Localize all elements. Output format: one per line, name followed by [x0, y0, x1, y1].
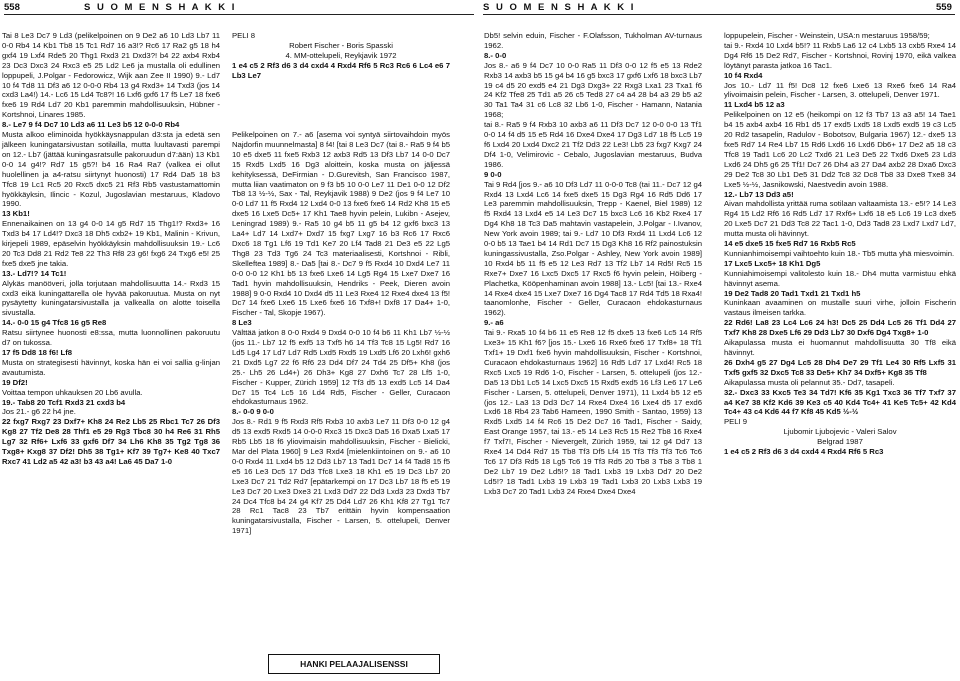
paragraph: Belgrad 1987 — [817, 437, 863, 447]
paragraph: PELI 9 — [724, 417, 748, 427]
paragraph: Pelikelpoinen on 7.- a6 [asema voi syntyä siirtovaihdoin myös Najdorfin muunnelmasta] 8 f4! [tai 8 Le3 Dc7 (tai 8.- Ra5 9 f4 b5 10 e5 dxe5 11 fxe5 Rxb3 12 axb3 Rd5 13 Df3 Lb7 14 0-0 Dc7 15 Rxd5 Lxd5 16 Dg3 aloittein, koska musta on jäljessä kehityksessä, DeFirmian - D.Gurevitsh, San Francisco 1987, mutta liian vaatimaton on 9 f3 b5 10 0-0 Le7 11 De1 0-0 12 Df2 Tb8 13 ½-½, Sax - Tal, Reykjavik 1988) 9 De2 (jos 9 f4 Le7 10 0-0 Ld7 11 f5 Rxd4 12 Lxd4 0-0 13 fxe6 fxe6 14 Rd2 Kh8 15 e5 dxe5 16 Lxe5 Dc5+ 17 Kh1 Tae8 hyvin pelein, Lukibn - Asejev, Leningrad 1989) 9.- Ra5 10 g4 b5 11 g5 b4 12 gxf6 bxc3 13 La4+ Ld7 14 Lxd7+ Dxd7 15 fxg7 Lxg7 16 b3 Rc6 17 Rxc6 Dxc6 18 Tg1 Lf6 19 Td1 Ke7 20 Lf4 Tad8 21 De3 e5 22 Lg5 Thg8 23 Td3 Tg6 24 Tc3 materiaalisesti, Kortshnoi - Ribli, Skelleftea 1989] 8.- Da5 [tai 8.- Dc7 9 f5 Rxd4 10 Dxd4 Le7 11 0-0 0-0 12 Kh1 b5 13 fxe6 Lxe6 14 Lg5 Rg4 15 Lxe7 Dxe7 16 Tad1 hyvin mahdollisuuksin, Hendriks - Peek, Dieren avoin 1988] 9 0-0 Rxd4 10 Dxd4 d5 11 Le3 Rxe4 12 Rxe4 dxe4 13 f5! Dc7 14 fxe6 Lxe6 15 Lxe6 fxe6 16 Txf8+! Dxf8 17 Da4+ 1-0, Fischer - Tal, Skopje 1967). — [232, 130, 453, 318]
text-column-2 — [232, 130, 453, 648]
move-sequence: 32.- Dxc3 33 Kxc5 Te3 34 Td7! Kf6 35 Kg1 Txc3 36 Tf7 Txf7 37 a4 Ke7 38 Kf2 Kd6 39 Ke3 c5 40 Kd4 Tc4+ 41 Ke5 Tc5+ 42 Kd4 Tc4+ 43 c4 Kd6 44 f7 Kf8 45 Kd5 ½-½ — [724, 387, 959, 417]
move-sequence: 8.- Le7 9 f4 Dc7 10 Ld3 a6 11 Le3 b5 12 0-0-0 Rb4 — [2, 120, 180, 130]
move-sequence: 17 f5 Dd8 18 f6! Lf8 — [2, 348, 73, 357]
page-number-left: 558 — [4, 2, 20, 13]
paragraph: Alykäs manööveri, jolla torjutaan mahdollisuutta 14.- Rxd3 15 cxd3 eikä kuningattarella ole hyvää pakoruutua. Musta on nyt pysäytetty kuningatarsivustalla ja valkealla on alotte toisella sivustalla. — [2, 278, 223, 318]
paragraph: Ennenaikainen on 13 g4 0-0 14 g5 Rd7 15 Thg1!? Rxd3+ 16 Txd3 b4 17 Ld4!? Dxc3 18 Dh5 cxb2+ 19 Kb1, Malinin - Krivun, kirjepeli 1989, epäselvin hyökkäyksin mahdollisuuksin 19.- Lc6 20 Tc3 Dd8 21 Rd2 Te8 22 Th3 Rf8 23 g6! fxg6 24 Txg6 e5! 25 fxe5 dxe5 jne takia. — [2, 219, 223, 268]
paragraph: tai 8.- Ra5 9 f4 Rxb3 10 axb3 a6 11 Df3 Dc7 12 0-0 0-0 13 Tf1 0-0 14 f4 d5 15 e5 Rd4 16 Dxe4 Dxe4 17 Dg3 Ld7 18 f5 Lc5 19 f6 Lxd4 20 Lxd4 Dxc2 21 Tf2 Dd3 22 Le3! Lb5 23 fxg7 Kxg7 24 Df4 1-0, Velimirovic - Cebalo, Jugoslavian mestaruus, Budva 1986. — [484, 120, 705, 169]
paragraph: Aikapulassa musta oli pelannut 35.- Dd7, tasapeli. — [724, 377, 895, 387]
paragraph: Robert Fischer - Boris Spasski — [289, 40, 393, 50]
header-rule-right — [483, 14, 955, 15]
paragraph: Db5! selvin eduin, Fischer - F.Olafsson, Tukholman AV-turnaus 1962. — [484, 31, 705, 50]
paragraph: Jos 8.- Rd1 9 f5 Rxd3 Rf5 Rxb3 10 axb3 Le7 11 Df3 0-0 12 g4 d5 13 exd5 Rxd5 14 0-0-0 Rxc3 15 Dxc3 Da5 16 Dxa5 Lxa5 17 Rb5 Lb5 18 f6 yliovimaisin mahdollisuuksin, Fischer - Bielicki, Mar del Plata 1960] 9 Le3 Rxd4 [mielenkiintoinen on 9.- a6 10 0-0 Rxd4 11 Lxd4 b5 12 Dd3 Lb7 13 Tad1 Dc7 14 f4 Tad8 15 f5 e5 16 Le3 Dc5 17 Dd3 Tfc8 Lxe3 18 Kh1 e5 19 Dc3 Lb7 20 Lxe3 Dc7 21 Td2 Rd7 [epätarkempi on 17 Dc3 Lb7 18 f5 e5 19 Le3 Dc7 20 Lxe3 Dxe3 21 Lxd3 Dd7 22 Dd3 Lxd3 23 Dxd3 Tb7 24 Dc4 Tfc8 b4 24 g4 Kf7 25 Dd4 Ld7 26 Kh1 Kf8 27 Tg1 Tc7 28 Rc1 Tac8 23 Tb7 erittäin hyvin kompensaation kuningatarsivustalla, Fischer - Larsen, 5. ottelupeli, Denver 1971] — [232, 417, 453, 536]
paragraph: Aikapulassa musta ei huomannut mahdollisuutta 30 Tf8 eikä hävinnyt. — [724, 338, 959, 357]
player-license-banner — [268, 654, 440, 674]
page-number-right: 559 — [936, 2, 952, 13]
paragraph: Tai 9 Rd4 [jos 9.- a6 10 Df3 Ld7 11 0-0-0 Tc8 (tai 11.- Dc7 12 g4 Rxd4 13 Lxd4 Lc6 14 fxe5 dxe5 15 Dg3 Rg4 16 Rd5 Dd6 17 Le3 paremmin mahdollisuuksin, Trepp - Kaenel, Biel 1989) 12 f5 Rxd4 13 Lxd4 e5 14 Le3 Dc7 15 bxc3 Lc6 16 Kb2 Rxe4 17 Dg4 Kh8 18 Tc3 Da5 mahtavin vastapelein, J.Polgar - I.Ivanov, New York avoin 1989; tai 9.- Ld7 10 Df3 Rxd4 11 Lxd4 Lc6 12 0-0 b5 13 Tae1 b4 14 Rd1 Dc7 15 Dg3 Kh8 16 Rf2 painostuksin kuningassivustalla, Zso.Polgar - Ashley, New York avoin 1989] 10 Rxd4 b5 11 f5 e5 12 Le3 Rd7 13 Tf2 Lb7 14 Rd5! Rc5 15 Rxe7+ Dxe7 16 Lxc5 Dxc5 17 Rxc5 f6 hyvin pelein, Höiberg - Plachetka, Kööpenhaminan avoin 1988] 13.- Lc5! [tai 13.- Rxe4 14 Rxe4 dxe4 15 Lxe7 Dxe7 16 Dg4 Tac8 17 Rd4 Td5 18 Rxa4! taanomlonhe, Fischer - Geller, Curacaon ehdokasturnaus 1962). — [484, 179, 705, 318]
move-sequence: 22 Rd6! La8 23 Lc4 Lc6 24 h3! Dc5 25 Dd4 Lc5 26 Tf1 Dd4 27 Txf7 Kh8 28 Dxe5 Lf6 29 Dd3 Lb7 30 Dxf6 Dg4 Txg8+ 1-0 — [724, 318, 959, 338]
game-8-header — [232, 31, 453, 131]
paragraph: 4. MM-ottelupeli, Reykjavik 1972 — [285, 50, 397, 60]
journal-title-right: S U O M E N S H A K K I — [483, 2, 636, 13]
move-sequence: 14 e5 dxe5 15 fxe5 Rd7 16 Rxb5 Rc5 — [724, 239, 856, 249]
text-column-4 — [724, 31, 959, 676]
move-sequence: 17 Lxc5 Lxc5+ 18 Kh1 Dg5 — [724, 258, 821, 268]
move-sequence: 8.- 0-0 9 0-0 — [232, 407, 274, 417]
paragraph: Jos 21.- g6 22 h4 jne. — [2, 407, 76, 417]
paragraph: Ljubomir Ljubojevic - Valeri Salov — [783, 427, 897, 437]
paragraph: Kunnianhimoisempi vaihtoehto kuin 18.- Tb5 mutta yhä miesvoimin. — [724, 248, 955, 258]
move-sequence: 1 e4 c5 2 Rf3 d6 3 d4 cxd4 4 Rxd4 Rf6 5 Rc3 — [724, 447, 884, 457]
move-sequence: 13 Kb1! — [2, 209, 30, 219]
move-sequence: 19 Df2! — [2, 377, 28, 387]
paragraph: Tai 9.- Rxa5 10 f4 b6 11 e5 Re8 12 f5 dxe5 13 fxe6 Lc5 14 Rf5 Lxe3+ 15 Kh1 f6? [jos 15.- Lxe6 16 Rxe6 fxe6 17 Txf8+ 18 Tf1 Txf1+ 19 Dxf1 fxe6 hyvin mahdollisuuksin, Fischer - Kortshnoi, Curacaon ehdokasturnaus 1962] 16 Rd5 Ld7 17 Lxd4! Rc5 18 Rxc5 Lxc5 19 Rd6 1-0, Fischer - Larsen, 5. ottelupeli (jos 12.- Da5 13 Db1 Lc5 14 Lxc5 Dxc5 15 Rxd5 exd5 16 Lf3 Le6 17 Le6 Fischer - Larsen, 5. ottelupeli, Denver 1971), 11 Lxd4 b5 12 e5 (jos 12.- La3 13 Dd3 Dc7 14 Rxe4 Dxe4 16 Lxe4 d5 17 exd6 Lxd6 18 Rb4 23 Tab6 Hameen, 1990 Smith - Santao, 1959) 13 Rxd5 Lxd5 14 f4 Rc6 15 De2 Dc7 16 Tad1, Fischer - Saidy, East Orange 1957, tai 13.- e5 14 Le3 Rc5 15 Re2 Tb8 16 Rxe4 f7 Txf7!, Fischer - Nievergelt, Zürich 1959, tai 12 g4 Dd7 13 Rxe4 14 Dd4 Rd7 15 Tb8 Tf3 Df5 Lf4 15 Tf3 Tf3 Tf3 Tc6 Tc6 Tc6 17 Df3 Rd5 18 Lg5 Tc6 19 Tf3 Rd5 20 Tb8 3 Tb8 3 Tb8 1 De2 Lb7 19 De2 Ld5!? 18 Tad1 Lxb3 19 Lxb3 Dd7 20 De2 Ld5!? 18 Tad1 Lxb3 19 Lxb3 19 Tad1 Lxb3 20 Lxb3 Lxb3 19 Lxb3 Dc7 20 Tad1 Lxb3 24 Rxe4 Dxe4 Dxe4 — [484, 328, 705, 496]
paragraph: loppupelein, Fischer - Weinstein, USA:n mestaruus 1958/59; — [724, 31, 930, 40]
move-sequence: 13.- Ld7!? 14 Tc1! — [2, 268, 67, 278]
paragraph: Aivan mahdollista yrittää ruma sotilaan valtaamista 13.- e5!? 14 Le3 Rg4 15 Ld2 Rf6 16 Rd5 Ld7 17 Rxf6+ Lxf6 18 e5 Lc6 19 Lc3 dxe5 20 Lxe5 Dc7 21 Dd3 Tc8 22 Tac1 1-0, Dd3 Tad8 23 Lxd7 Lxd7 Ld7, mutta musta oli hävinnyt. — [724, 199, 959, 239]
move-sequence: 9 0-0 — [484, 169, 502, 179]
paragraph: Jos 8.- a6 9 f4 Dc7 10 0-0 Ra5 11 Df3 0-0 12 f5 e5 13 Rde2 Rxb3 14 axb3 b5 15 g4 b4 16 g5 bxc3 17 gxf6 Lxf6 18 bxc3 Lb7 19 c4 d5 20 exd5 e4 21 Dg3 Dxg3+ 22 Rxg3 Lxa1 23 Txa1 f6 24 Kf2 Tfe8 25 Td1 a5 26 c5 Ted8 27 c4 a4 28 b4 a3 29 b5 a2 30 Ta1 Ta4 31 c6 Lc8 32 Lb6 1-0, Fischer - Hamann, Natania 1968; — [484, 60, 705, 120]
move-sequence: 19.- Tab8 20 Tcf1 Rxd3 21 cxd3 b4 — [2, 397, 126, 407]
move-sequence: 14.- 0-0 15 g4 Tfc8 16 g5 Re8 — [2, 318, 107, 328]
paragraph: PELI 8 — [232, 31, 256, 40]
paragraph: Kuninkaan avaaminen on mustalle suuri virhe, jolloin Fischerin vastaus ilmeisen tarkka. — [724, 298, 959, 318]
text-column-3 — [484, 31, 705, 676]
journal-title-left: S U O M E N S H A K K I — [84, 2, 237, 13]
move-sequence: 9.- a6 — [484, 318, 504, 328]
move-sequence: 26 Dxh4 g5 27 Dg4 Lc5 28 Dh4 De7 29 Tf1 Le4 30 Rf5 Lxf5 31 Txf5 gxf5 32 Dxc5 Tc8 33 De5+ Kh7 34 Dxf5+ Kg8 35 Tf8 — [724, 357, 959, 377]
paragraph: Tai 8 Le3 Dc7 9 Ld3 (pelikelpoinen on 9 De2 a6 10 Ld3 Lb7 11 0-0 Rb4 14 Kb1 Tb8 15 Tc1 Rd7 16 a3!? Rc6 17 Ra2 g5 18 h4 gxf4 19 Lxf4 Rde5 20 Thg1 Rxd3 21 Dxd3?! b4 22 axb4 Rxb4 23 Dc3 Dxc3 24 Rxc3 e5 25 Ld2 Le6 ja mustalla oli edullinen loppupeli, J.Polgar - Fedorowicz, Wijk aan Zee II 1990) 9.- Ld7 10 f4 Td8 11 Df3 a6 12 0-0-0 Rb4 13 g4 Rxd3+ 14 Txd3 (jos 14 cxd3 La4!) 14.- Lc6 15 Ld4 Tc8?! 16 Lxf6 gxf6 17 f5 Le7 18 fxe6 fxe6 19 Rd4 Ld7 20 Kb1 paremmin mahdollisuuksin, Hübner - Kortshnoi, Linares 1985. — [2, 31, 223, 120]
move-sequence: 22 fxg7 Rxg7 23 Dxf7+ Kh8 24 Re2 Lb5 25 Rbc1 Tc7 26 Df3 Kg8 27 Tf2 De8 28 Thf1 e5 29 Rg3 Tbc8 30 h4 Re6 31 Rh5 Lg7 32 Rf6+ Lxf6 33 gxf6 Df7 34 Lh6 Kh8 35 Tg2 Tg8 36 Txg8+ Kxg8 37 Df2! Dh5 38 Tg1+ Kf7 39 Tg7+ Ke8 40 Txc7 Rxc7 41 Ld2 a5 42 a3! b3 43 a4! La6 45 Da7 1-0 — [2, 417, 223, 466]
move-sequence: 19 De2 Tad8 20 Tad1 Txd1 21 Txd1 h5 — [724, 288, 861, 298]
paragraph: Jos 10.- Ld7 11 f5! Dc8 12 fxe6 Lxe6 13 Rxe6 fxe6 14 Ra4 ylivoimaisin pelein, Fischer - Larsen, 3. ottelupeli, Denver 1971. — [724, 80, 959, 100]
paragraph: Musta alkoo eliminoida hyökkäysnappulan d3:sta ja edetä sen jälkeen kuningatarsivustan sotilailla, mutta luultavasti parempi on 12.- Lb7 (jättää kuningasratsulle pakoruudun d7:ään) 13 Kb1 0-0 14 g4!? Rd7 15 g5?! b4 16 Ra4 Ra7 (valkea ei ollut huolellinen ja a4-ratsu siirtynyt huonosti) 17 Rd4 Da5 18 b3 Tfc8 19 Lc1 Rc5 20 Rxc5 dxc5 21 Rf3 Rb5 vastustamattomin hyökkäyksin, Ilincic - Kozul, Jugoslavian mestaruus, Kladovo 1990. — [2, 130, 223, 209]
header-rule-left — [4, 14, 474, 15]
move-sequence: 1 e4 c5 2 Rf3 d6 3 d4 cxd4 4 Rxd4 Rf6 5 Rc3 Rc6 6 Lc4 e6 7 Lb3 Le7 — [232, 60, 453, 80]
paragraph: Musta on strategisesti hävinnyt, koska hän ei voi sallia g-linjan avautumista. — [2, 357, 223, 377]
paragraph: Kunniahimoisempi valitolesto kuin 18.- Dh4 mutta varmistuu ehkä hävinnyt asema. — [724, 268, 959, 288]
move-sequence: 8.- 0-0 — [484, 50, 507, 60]
paragraph: Ratsu siirtynee huonosti e8:ssa, mutta luonnollinen pakoruutu d7 on tukossa. — [2, 328, 223, 348]
move-sequence: 8 Le3 — [232, 318, 252, 328]
move-sequence: 12.- Lb7 13 Dd3 a5! — [724, 189, 794, 199]
paragraph: Pelikelpoinen on 12 e5 (heikompi on 12 f3 Tb7 13 a3 a5! 14 Tae1 b4 15 axb4 axb4 16 Rb1 d5 17 exd5 Lxd5 18 Lxd5 exd5 19 c3 Lc5 20 Rd2 tasapelin, Radulov - Bobotsov, Bulgaria 1967) 12.- dxe5 13 fxe5 Rd7 14 Re4 Lb7 15 Rd6 Lxd6 16 Lxd6 Db6+ 17 De2 a5 18 c3 Tfc8 19 Tad1 Lc6 20 Lc2 Txd6 21 Le3 De5 22 Txd6 Dxe5 23 Ld3 Lxd6 24 Dh5 g6 25 Tf1! Dc7 26 Dh4 a3 27 Da4 axb2 28 Dxa6 Dxc3 29 De2 Tc8 30 Lb1 De5 31 Dd2 Tc8 32 Dc8 Tb8 33 Dxe8 Txe8 34 Lxe5 ½-½, Jasnikowski, Naestvedin avoin 1988. — [724, 110, 959, 189]
paragraph: Voittaa tempon uhkauksen 20 Lb6 avulla. — [2, 387, 143, 397]
paragraph: Välttää jatkon 8 0-0 Rxd4 9 Dxd4 0-0 10 f4 b6 11 Kh1 Lb7 ½-½ (jos 11.- Lb7 12 f5 exf5 13 Txf5 h6 14 Tf3 Tc8 15 Lg5! Rd7 16 Ld5 Lg4 17 Ld7 Ld7 Rd5 Lxd5 Rxd5 19 Lxd5 Lf6 20 Lxh6! gxh6 21 Dxd5 Lg7 22 f6 Rf6 23 Dd4 Df7 24 Td4 25 Df5+ Kh8 (jos 25.- Lh5 26 Ld4+) 26 Dh3+ Kg8 27 Dxh6 Tc7 28 Lf5 1-0, Fischer - Kupper, Zürich 1959] 12 Tf3 d5 13 exd5 Lc5 14 Da4 Dc7 15 Tc4 Lc5 16 Ld4 Rd5, Fischer - Geller, Curacaon ehdokasturnaus 1962. — [232, 328, 453, 407]
text-column-1 — [2, 31, 223, 649]
move-sequence: 11 Lxd4 b5 12 a3 — [724, 100, 785, 110]
paragraph: tai 9.- Rxd4 10 Lxd4 b5!? 11 Rxb5 La6 12 c4 Lxb5 13 cxb5 Rxe4 14 Dg4 Rf6 15 De2 Rd7, Fischer - Kortshnoi, Rovinj 1970, eikä valkea löytänyt parasta jatkoa 16 Tac1. — [724, 40, 959, 70]
move-sequence: 10 f4 Rxd4 — [724, 70, 763, 80]
banner-text: HANKI PELAAJALISENSSI — [300, 659, 408, 669]
